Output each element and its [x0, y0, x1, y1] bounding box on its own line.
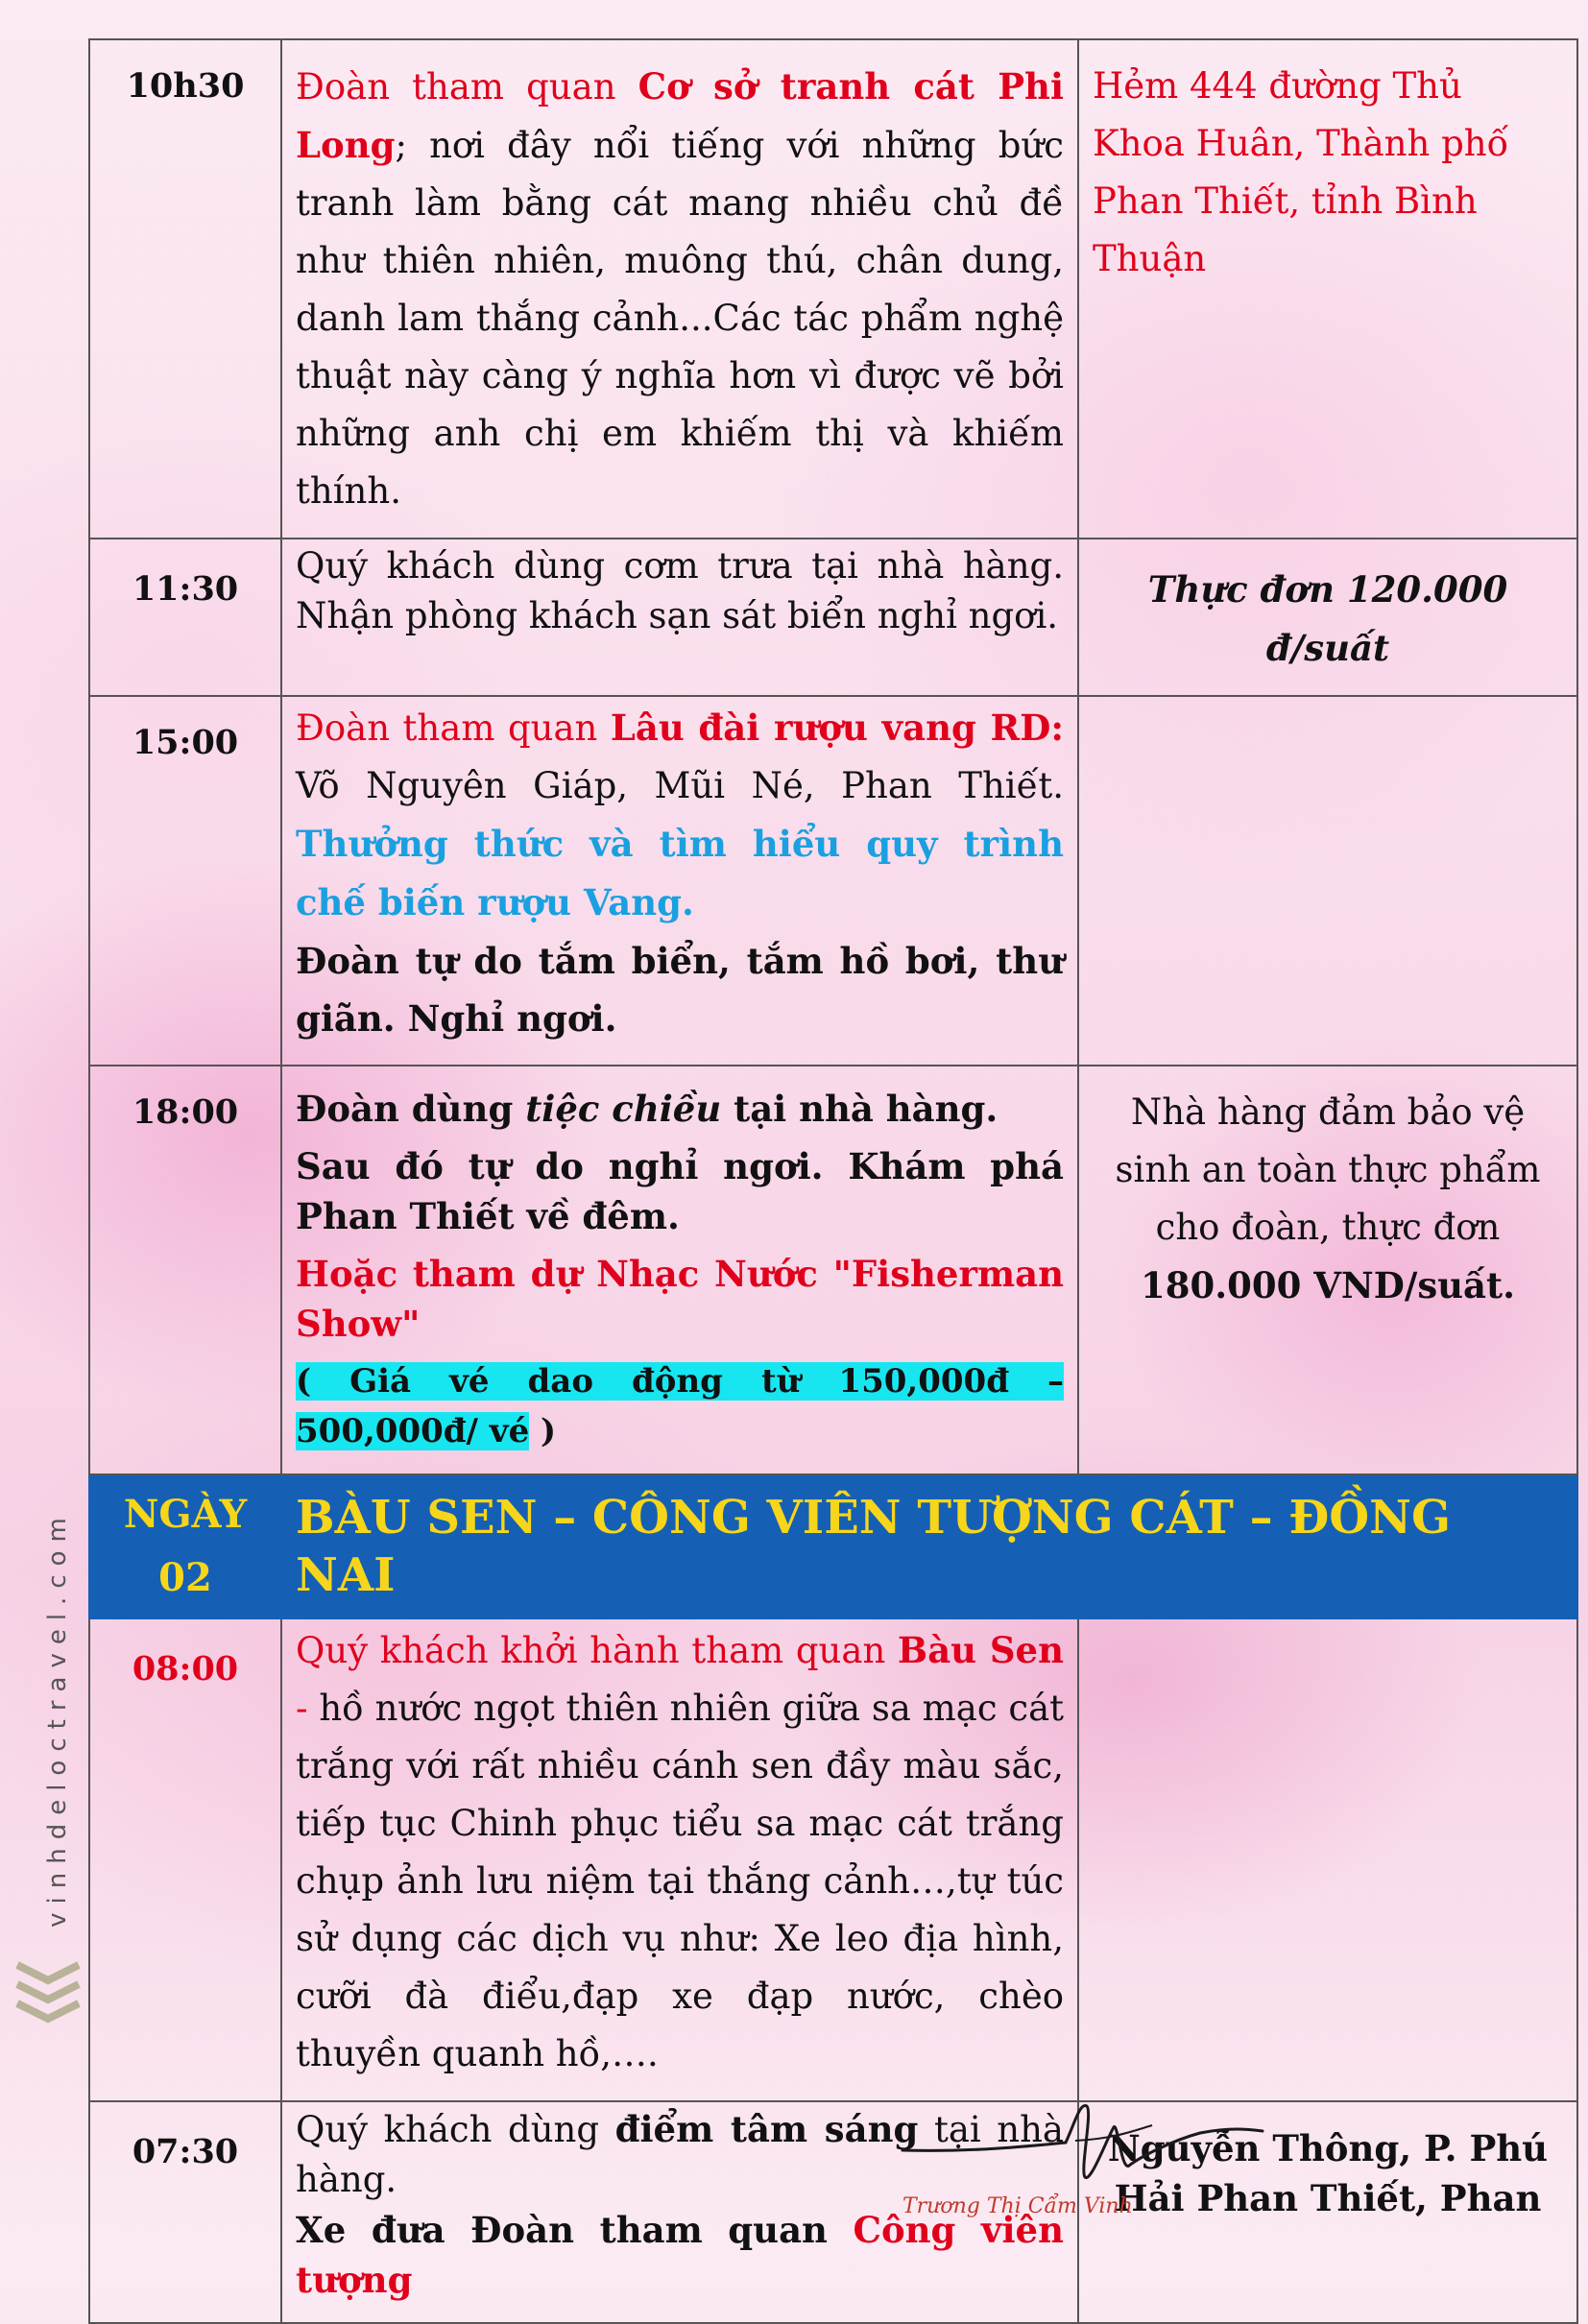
address-text: Nguyễn Thông, P. Phú Hải Phan Thiết, Phan — [1107, 2127, 1549, 2219]
desc-text: Đoàn tham quan — [296, 66, 638, 108]
signature-graphic — [883, 2083, 1287, 2227]
itinerary-table — [88, 38, 1549, 2324]
description-cell — [281, 696, 1078, 1066]
day-number: 02 — [158, 1555, 212, 1600]
desc-text: tiệc chiều — [525, 1088, 722, 1130]
desc-text: tại nhà hàng. — [721, 1088, 999, 1130]
desc-text: tại nhà hàng. — [296, 2109, 1064, 2200]
desc-text: Sau đó tự do nghỉ ngơi. Khám phá Phan Thiết về đêm. — [296, 1145, 1064, 1237]
note-text: Nhà hàng đảm bảo vệ sinh an toàn thực phẩm cho đoàn, thực đơn — [1115, 1091, 1541, 1248]
time-cell: 18:00 — [89, 1066, 281, 1474]
desc-text: Đoàn dùng — [296, 1088, 526, 1130]
ticket-price: ( Giá vé dao động từ 150,000đ – 500,000đ/ vé — [296, 1362, 1064, 1450]
desc-text: ) — [529, 1412, 557, 1450]
signature — [883, 2083, 1287, 2227]
description-cell — [281, 539, 1078, 696]
desc-text: Quý khách dùng cơm trưa tại nhà hàng. Nhận phòng khách sạn sát biển nghỉ ngơi. — [296, 545, 1064, 636]
desc-text: điểm tâm sáng — [614, 2108, 919, 2150]
website-watermark — [40, 1497, 75, 1939]
show-text: Hoặc tham dự Nhạc Nước "Fisherman Show" — [296, 1253, 1064, 1345]
schedule-row — [89, 1618, 1577, 2101]
desc-text: Võ Nguyên Giáp, Mũi Né, Phan Thiết. — [296, 765, 1064, 806]
place-name: Bàu Sen — [897, 1629, 1064, 1671]
note-cell — [1078, 39, 1577, 539]
desc-text: ; nơi đây nổi tiếng với những bức tranh làm bằng cát mang nhiều chủ đề như thiên nhiên, muông thú, chân dung, danh lam thắng cảnh...Các tác phẩm nghệ thuật này càng ý nghĩa hơn vì được vẽ bởi những anh chị em khiếm thị và khiếm thính. — [296, 125, 1064, 512]
schedule-row — [89, 2101, 1577, 2323]
desc-text: Đoàn tự do tắm biển, tắm hồ bơi, thư giãn. Nghỉ ngơi. — [296, 940, 1064, 1040]
note-cell — [1078, 1066, 1577, 1474]
menu-price: Thực đơn 120.000 đ/suất — [1147, 568, 1508, 669]
day-title: BÀU SEN – CÔNG VIÊN TƯỢNG CÁT – ĐỒNG NAI — [281, 1474, 1577, 1618]
chevron-logo-icon — [10, 1953, 86, 2030]
day-label — [89, 1474, 281, 1618]
desc-text: Đoàn tham quan — [296, 707, 611, 749]
description-cell — [281, 1618, 1078, 2101]
desc-text: Xe đưa Đoàn tham quan — [296, 2209, 854, 2251]
place-name: Công viên tượng — [296, 2209, 1065, 2301]
time-cell: 10h30 — [89, 39, 281, 539]
desc-text: Quý khách dùng — [296, 2109, 615, 2150]
time-cell: 08:00 — [89, 1618, 281, 2101]
place-name: Cơ sở tranh cát Phi Long — [296, 65, 1064, 166]
highlight-text: Thưởng thức và tìm hiểu quy trình chế biến rượu Vang. — [296, 823, 1064, 923]
address-text: Hẻm 444 đường Thủ Khoa Huân, Thành phố Phan Thiết, tỉnh Bình Thuận — [1093, 65, 1509, 279]
note-cell — [1078, 539, 1577, 696]
schedule-row — [89, 539, 1577, 696]
website-watermark-text: vinhdeloctravel.com — [43, 1509, 72, 1928]
schedule-row — [89, 1066, 1577, 1474]
note-cell — [1078, 1618, 1577, 2101]
description-cell — [281, 1066, 1078, 1474]
day-label-word: NGÀY — [123, 1492, 248, 1537]
schedule-row — [89, 696, 1577, 1066]
desc-text: Quý khách khởi hành tham quan — [296, 1630, 898, 1671]
signature-name: Trương Thị Cẩm Vinh — [902, 2194, 1133, 2218]
note-cell — [1078, 696, 1577, 1066]
description-cell — [281, 39, 1078, 539]
place-name: Lâu đài rượu vang RD: — [610, 707, 1064, 749]
menu-price: 180.000 VND/suất. — [1140, 1264, 1516, 1306]
desc-text: - — [296, 1688, 320, 1729]
day-header-row — [89, 1474, 1577, 1618]
time-cell: 07:30 — [89, 2101, 281, 2323]
schedule-row — [89, 39, 1577, 539]
desc-text: hồ nước ngọt thiên nhiên giữa sa mạc cát trắng với rất nhiều cánh sen đầy màu sắc, tiếp tục Chinh phục tiểu sa mạc cát trắng chụp ảnh lưu niệm tại thắng cảnh…,tự túc sử dụng các dịch vụ như: Xe leo địa hình, cưỡi đà điểu,đạp xe đạp nước, chèo thuyền quanh hồ,…. — [296, 1688, 1064, 2074]
time-cell: 11:30 — [89, 539, 281, 696]
time-cell: 15:00 — [89, 696, 281, 1066]
